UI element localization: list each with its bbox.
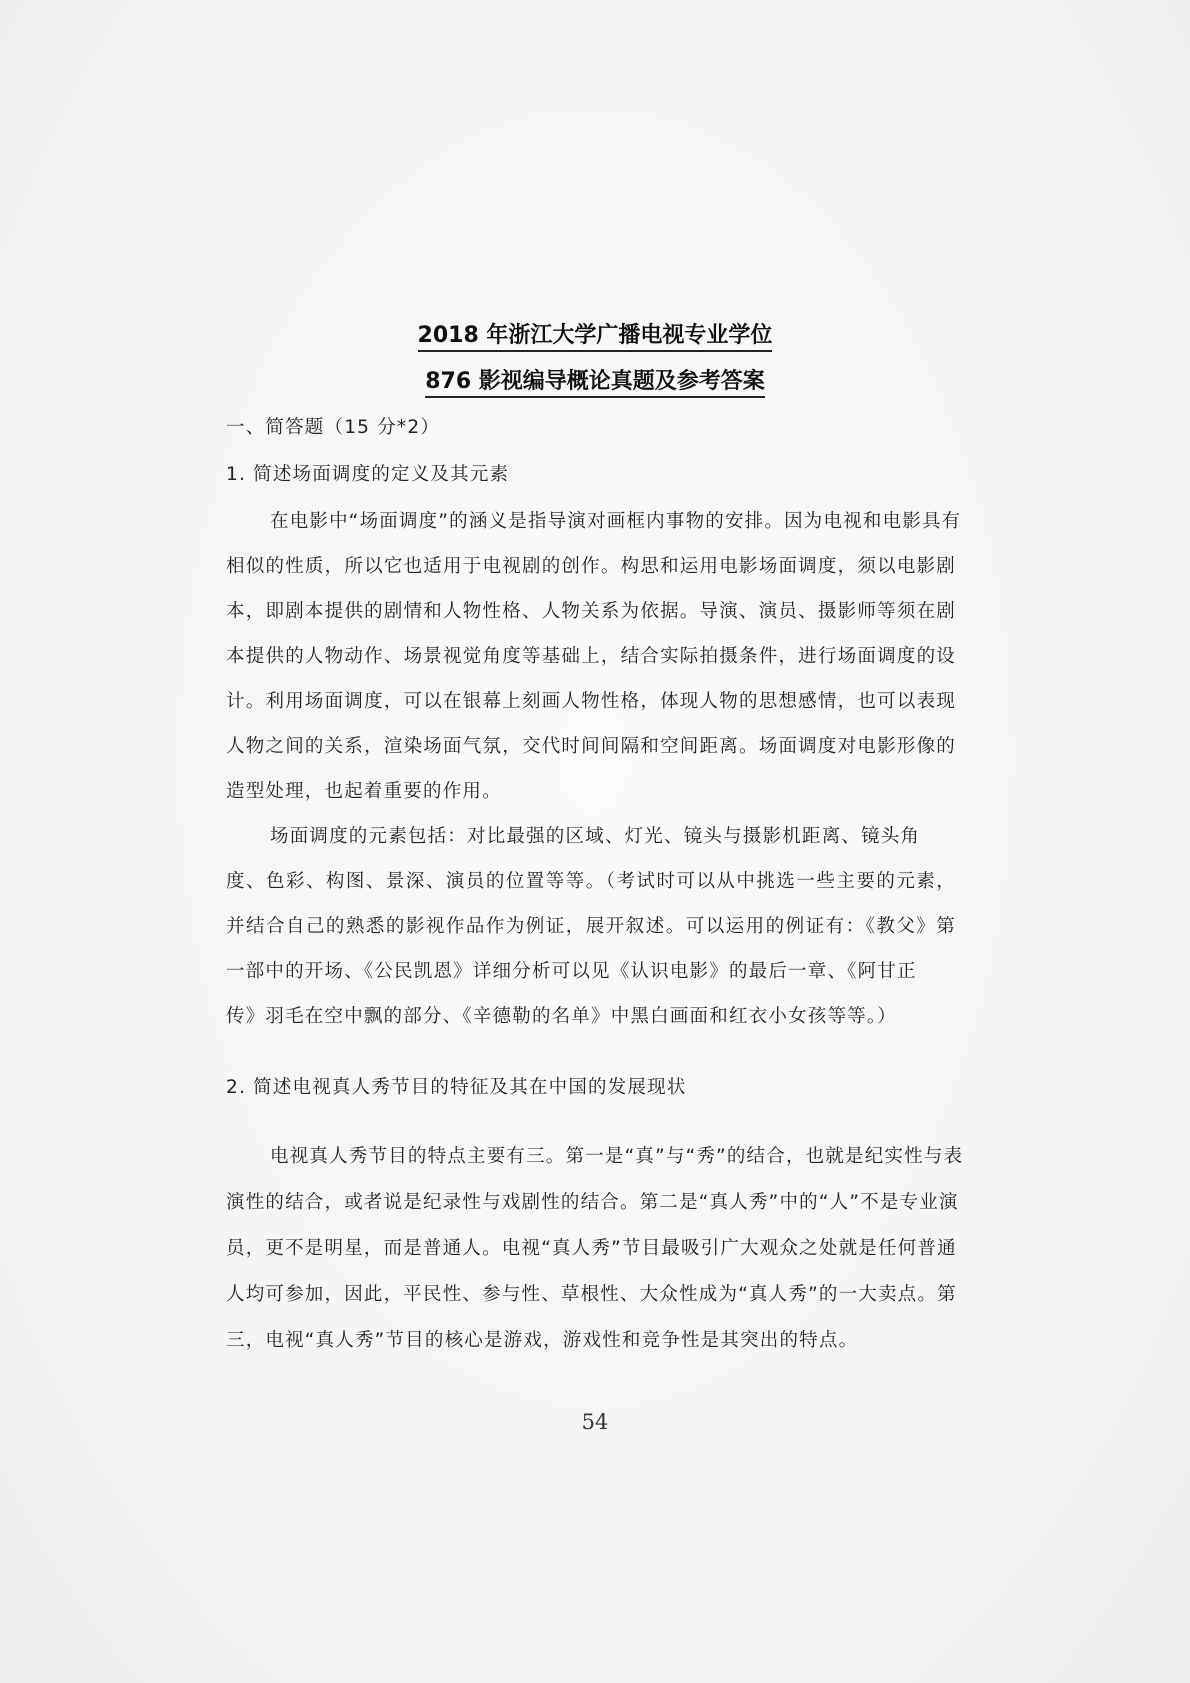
q1-line: 度、色彩、构图、景深、演员的位置等等。（考试时可以从中挑选一些主要的元素， bbox=[226, 871, 956, 892]
q1-line: 在电影中“场面调度”的涵义是指导演对画框内事物的安排。因为电视和电影具有 bbox=[270, 511, 962, 532]
title-text-1: 2018 年浙江大学广播电视专业学位 bbox=[418, 323, 773, 352]
question-2-heading: 2. 简述电视真人秀节目的特征及其在中国的发展现状 bbox=[226, 1077, 687, 1098]
document-title-line2 bbox=[0, 364, 1190, 395]
q2-line: 演性的结合，或者说是纪录性与戏剧性的结合。第二是“真人秀”中的“人”不是专业演 bbox=[226, 1192, 959, 1213]
q1-line: 场面调度的元素包括：对比最强的区域、灯光、镜头与摄影机距离、镜头角 bbox=[270, 826, 921, 847]
page-number: 54 bbox=[581, 1410, 609, 1434]
q1-line: 传》羽毛在空中飘的部分、《辛德勒的名单》中黑白画面和红衣小女孩等等。） bbox=[226, 1006, 898, 1027]
question-1-heading: 1. 简述场面调度的定义及其元素 bbox=[226, 464, 510, 485]
title-text-2: 876 影视编导概论真题及参考答案 bbox=[425, 369, 765, 398]
q1-line: 人物之间的关系，渲染场面气氛，交代时间间隔和空间距离。场面调度对电影形像的 bbox=[226, 736, 956, 757]
document-title-line1 bbox=[0, 318, 1190, 349]
q1-line: 本提供的人物动作、场景视觉角度等基础上，结合实际拍摄条件，进行场面调度的设 bbox=[226, 646, 956, 667]
section-heading: 一、简答题（15 分*2） bbox=[226, 417, 441, 438]
q1-line: 相似的性质，所以它也适用于电视剧的创作。构思和运用电影场面调度，须以电影剧 bbox=[226, 556, 956, 577]
q2-line: 员，更不是明星，而是普通人。电视“真人秀”节目最吸引广大观众之处就是任何普通 bbox=[226, 1238, 957, 1259]
q1-line: 造型处理，也起着重要的作用。 bbox=[226, 781, 502, 802]
q1-line: 计。利用场面调度，可以在银幕上刻画人物性格，体现人物的思想感情，也可以表现 bbox=[226, 691, 956, 712]
q1-line: 并结合自己的熟悉的影视作品作为例证，展开叙述。可以运用的例证有：《教父》第 bbox=[226, 916, 956, 937]
q2-line: 三，电视“真人秀”节目的核心是游戏，游戏性和竞争性是其突出的特点。 bbox=[226, 1330, 859, 1351]
q1-line: 一部中的开场、《公民凯恩》详细分析可以见《认识电影》的最后一章、《阿甘正 bbox=[226, 961, 917, 982]
q2-line: 人均可参加，因此，平民性、参与性、草根性、大众性成为“真人秀”的一大卖点。第 bbox=[226, 1284, 957, 1305]
q1-line: 本，即剧本提供的剧情和人物性格、人物关系为依据。导演、演员、摄影师等须在剧 bbox=[226, 601, 956, 622]
q2-line: 电视真人秀节目的特点主要有三。第一是“真”与“秀”的结合，也就是纪实性与表 bbox=[270, 1146, 964, 1167]
